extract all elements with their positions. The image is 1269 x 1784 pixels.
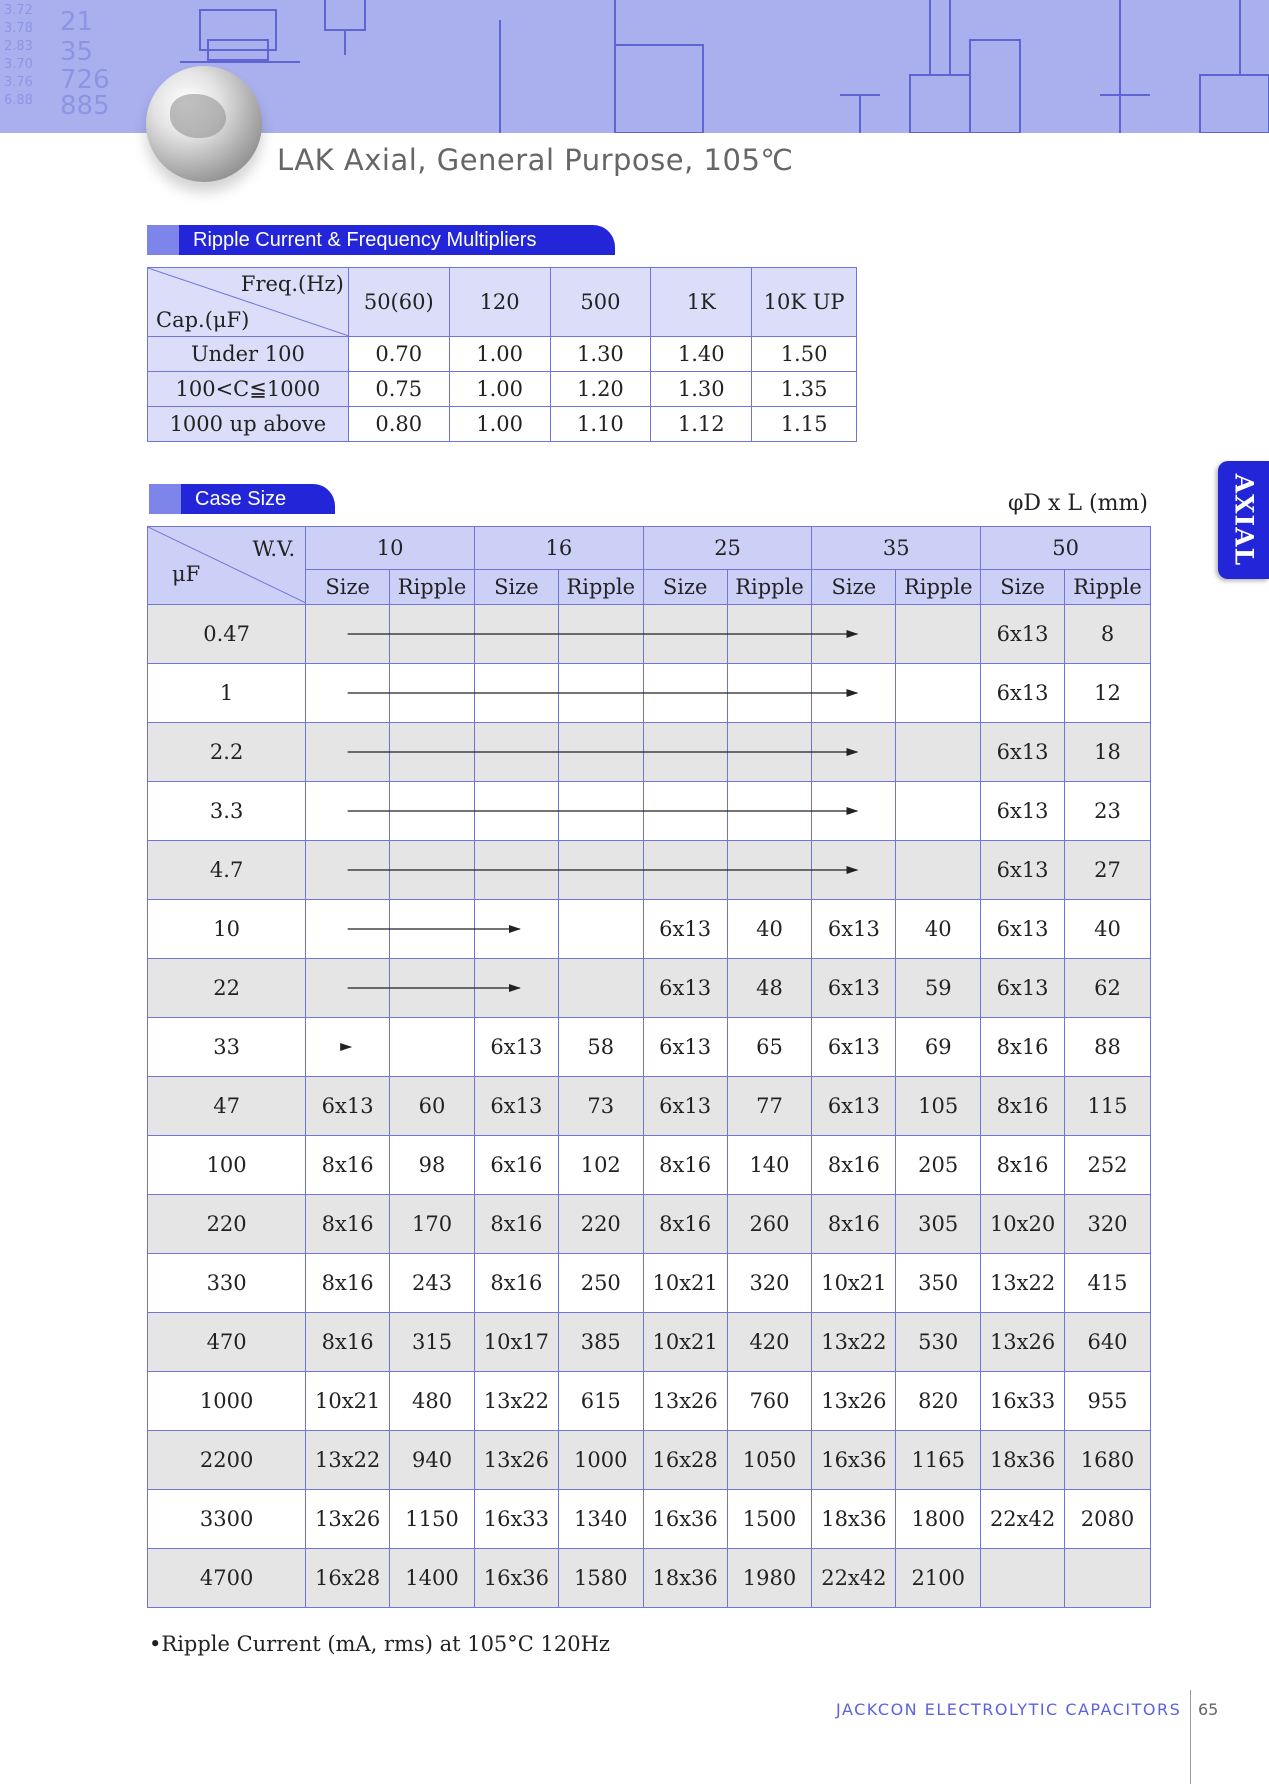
voltage-header: 25 [643,527,812,570]
ripple-cell: 315 [390,1313,475,1372]
size-cell [812,841,896,900]
cap-header: Cap.(μF) [156,308,250,332]
voltage-header: 10 [306,527,475,570]
voltage-header: 35 [812,527,981,570]
size-cell: 16x36 [812,1431,896,1490]
ripple-cell: 58 [558,1018,643,1077]
size-cell: 6x13 [474,1077,558,1136]
svg-text:6.88: 6.88 [4,93,33,108]
ripple-cell: 73 [558,1077,643,1136]
size-cell: 13x22 [981,1254,1065,1313]
cap-range-label: Under 100 [148,337,349,372]
size-cell: 6x13 [812,1018,896,1077]
size-cell: 6x13 [981,723,1065,782]
ripple-cell [558,782,643,841]
ripple-cell: 12 [1065,664,1151,723]
footnote: •Ripple Current (mA, rms) at 105°C 120Hz [149,1632,610,1656]
ripple-cell: 1165 [896,1431,981,1490]
ripple-cell [390,1018,475,1077]
capacitance-cell: 1000 [148,1372,306,1431]
voltage-header: 16 [474,527,643,570]
size-cell [812,782,896,841]
table-row [148,1077,1151,1136]
table-row [148,841,1151,900]
table-row [148,900,1151,959]
svg-text:2.83: 2.83 [4,39,33,54]
uf-header: μF [172,562,201,586]
ripple-cell: 102 [558,1136,643,1195]
ripple-cell: 77 [727,1077,812,1136]
footer-brand: JACKCON ELECTROLYTIC CAPACITORS [836,1700,1182,1719]
page-title: LAK Axial, General Purpose, 105℃ [277,143,794,177]
table-row [148,1195,1151,1254]
size-cell: 8x16 [306,1313,390,1372]
capacitance-cell: 470 [148,1313,306,1372]
multiplier-cell: 1.30 [550,337,651,372]
ripple-subheader: Ripple [727,570,812,605]
ripple-cell: 170 [390,1195,475,1254]
table-row [148,664,1151,723]
ripple-cell: 65 [727,1018,812,1077]
size-cell [474,959,558,1018]
size-cell: 18x36 [812,1490,896,1549]
ripple-cell [390,664,475,723]
size-cell: 13x22 [812,1313,896,1372]
size-cell: 8x16 [643,1195,727,1254]
capacitance-cell: 1 [148,664,306,723]
size-cell [474,605,558,664]
table-row [148,959,1151,1018]
ripple-cell: 59 [896,959,981,1018]
multiplier-cell: 0.75 [348,372,449,407]
ripple-cell: 48 [727,959,812,1018]
ripple-cell [558,664,643,723]
size-subheader: Size [643,570,727,605]
size-cell: 6x13 [643,959,727,1018]
ripple-cell: 420 [727,1313,812,1372]
multiplier-cell: 1.15 [752,407,857,442]
size-cell: 6x13 [643,1077,727,1136]
size-cell: 10x20 [981,1195,1065,1254]
ripple-cell: 480 [390,1372,475,1431]
capacitance-cell: 3.3 [148,782,306,841]
ripple-cell: 88 [1065,1018,1151,1077]
size-cell [643,782,727,841]
ripple-cell: 205 [896,1136,981,1195]
ripple-cell [896,841,981,900]
size-cell [474,782,558,841]
multiplier-cell: 1.30 [651,372,752,407]
ripple-cell [558,605,643,664]
size-cell: 10x21 [643,1254,727,1313]
case-size-section-title: Case Size [181,484,335,514]
table-row [148,782,1151,841]
capacitance-cell: 2200 [148,1431,306,1490]
ripple-cell [390,900,475,959]
ripple-cell: 615 [558,1372,643,1431]
ripple-cell: 1400 [390,1549,475,1608]
size-cell: 8x16 [643,1136,727,1195]
size-cell: 8x16 [306,1254,390,1313]
size-cell [474,723,558,782]
size-cell: 6x13 [981,664,1065,723]
size-cell [812,664,896,723]
freq-col-header: 50(60) [348,268,449,337]
size-cell: 16x33 [474,1490,558,1549]
capacitance-cell: 4700 [148,1549,306,1608]
size-cell: 6x13 [981,605,1065,664]
ripple-cell: 18 [1065,723,1151,782]
ripple-cell [896,664,981,723]
capacitance-cell: 220 [148,1195,306,1254]
size-cell: 8x16 [981,1077,1065,1136]
cap-range-label: 1000 up above [148,407,349,442]
cap-range-label: 100<C≦1000 [148,372,349,407]
ripple-cell: 320 [727,1254,812,1313]
ripple-cell: 23 [1065,782,1151,841]
size-cell [643,664,727,723]
ripple-cell [727,782,812,841]
freq-header: Freq.(Hz) [240,272,344,296]
ripple-cell: 220 [558,1195,643,1254]
multiplier-cell: 1.00 [449,372,550,407]
size-cell: 6x13 [981,841,1065,900]
ripple-cell [727,841,812,900]
capacitance-cell: 2.2 [148,723,306,782]
table-row [148,1313,1151,1372]
size-cell: 8x16 [306,1136,390,1195]
table-row [148,723,1151,782]
size-subheader: Size [812,570,896,605]
size-cell: 16x28 [306,1549,390,1608]
capacitance-cell: 0.47 [148,605,306,664]
ripple-cell: 415 [1065,1254,1151,1313]
case-diagonal-header [148,527,306,605]
size-cell: 6x13 [981,959,1065,1018]
ripple-cell [896,723,981,782]
multiplier-cell: 1.50 [752,337,857,372]
size-cell: 6x13 [474,1018,558,1077]
multiplier-cell: 1.40 [651,337,752,372]
freq-col-header: 10K UP [752,268,857,337]
ripple-cell: 640 [1065,1313,1151,1372]
ripple-cell: 1580 [558,1549,643,1608]
freq-col-header: 1K [651,268,752,337]
ripple-cell: 1800 [896,1490,981,1549]
ripple-cell [558,959,643,1018]
size-cell: 18x36 [643,1549,727,1608]
ripple-cell [727,605,812,664]
size-cell: 6x13 [812,959,896,1018]
ripple-cell: 27 [1065,841,1151,900]
svg-text:3.76: 3.76 [4,75,33,90]
size-cell: 13x26 [643,1372,727,1431]
size-cell [474,900,558,959]
capacitance-cell: 4.7 [148,841,306,900]
ripple-cell [727,723,812,782]
ripple-cell: 2080 [1065,1490,1151,1549]
table-row [148,1490,1151,1549]
ripple-cell: 1680 [1065,1431,1151,1490]
table-row [148,337,857,372]
ripple-section-label [147,225,615,255]
table-row [148,605,1151,664]
size-cell [306,723,390,782]
wv-header: W.V. [252,537,296,561]
size-cell: 13x22 [474,1372,558,1431]
ripple-cell: 69 [896,1018,981,1077]
size-subheader: Size [474,570,558,605]
size-cell: 6x13 [981,782,1065,841]
size-cell: 8x16 [812,1195,896,1254]
size-cell: 6x13 [812,1077,896,1136]
multiplier-cell: 1.10 [550,407,651,442]
svg-text:3.72: 3.72 [4,3,33,18]
size-cell: 16x33 [981,1372,1065,1431]
size-cell: 16x28 [643,1431,727,1490]
capacitance-cell: 47 [148,1077,306,1136]
multiplier-cell: 1.20 [550,372,651,407]
side-tab-label: AXIAL [1229,473,1258,567]
ripple-subheader: Ripple [1065,570,1151,605]
capacitance-cell: 22 [148,959,306,1018]
table-row [148,1254,1151,1313]
ripple-cell: 350 [896,1254,981,1313]
ripple-cell: 250 [558,1254,643,1313]
ripple-section-title: Ripple Current & Frequency Multipliers [179,225,615,255]
size-cell: 18x36 [981,1431,1065,1490]
size-cell [306,1018,390,1077]
ripple-cell: 1980 [727,1549,812,1608]
table-row [148,1136,1151,1195]
size-cell: 8x16 [981,1018,1065,1077]
size-cell [306,841,390,900]
size-cell: 8x16 [306,1195,390,1254]
ripple-cell: 820 [896,1372,981,1431]
globe-icon [146,66,262,182]
size-cell: 10x21 [812,1254,896,1313]
ripple-cell: 105 [896,1077,981,1136]
size-cell [981,1549,1065,1608]
size-cell: 22x42 [981,1490,1065,1549]
ripple-cell: 530 [896,1313,981,1372]
ripple-cell: 40 [896,900,981,959]
ripple-cell: 2100 [896,1549,981,1608]
size-cell: 6x13 [643,900,727,959]
ripple-cell [390,782,475,841]
size-cell [306,959,390,1018]
ripple-cell [896,605,981,664]
multiplier-cell: 1.12 [651,407,752,442]
size-cell: 8x16 [812,1136,896,1195]
capacitance-cell: 100 [148,1136,306,1195]
size-cell: 13x26 [981,1313,1065,1372]
footer-divider [1190,1690,1191,1784]
size-cell [812,723,896,782]
table-row [148,407,857,442]
ripple-cell [558,841,643,900]
ripple-cell: 760 [727,1372,812,1431]
size-cell: 22x42 [812,1549,896,1608]
case-size-section-label [149,484,335,514]
ripple-cell: 1050 [727,1431,812,1490]
capacitance-cell: 3300 [148,1490,306,1549]
ripple-cell: 60 [390,1077,475,1136]
svg-text:885: 885 [60,91,110,121]
size-cell: 6x13 [812,900,896,959]
table-row [148,372,857,407]
size-cell: 6x13 [306,1077,390,1136]
ripple-cell: 320 [1065,1195,1151,1254]
ripple-cell: 40 [727,900,812,959]
table-row [148,1372,1151,1431]
multiplier-cell: 0.70 [348,337,449,372]
size-cell: 8x16 [474,1195,558,1254]
size-cell [643,723,727,782]
ripple-cell: 940 [390,1431,475,1490]
ripple-multiplier-table [147,267,857,442]
ripple-cell: 385 [558,1313,643,1372]
capacitance-cell: 33 [148,1018,306,1077]
ripple-cell: 140 [727,1136,812,1195]
size-cell: 16x36 [474,1549,558,1608]
size-subheader: Size [981,570,1065,605]
table-row [148,1549,1151,1608]
multiplier-cell: 1.35 [752,372,857,407]
size-cell: 13x26 [812,1372,896,1431]
table-row [148,1018,1151,1077]
size-cell [306,900,390,959]
svg-text:3.78: 3.78 [4,21,33,36]
size-cell: 13x26 [474,1431,558,1490]
table-row [148,1431,1151,1490]
multiplier-cell: 1.00 [449,407,550,442]
ripple-cell: 8 [1065,605,1151,664]
ripple-cell [390,841,475,900]
size-cell: 13x22 [306,1431,390,1490]
size-cell [812,605,896,664]
size-cell [474,664,558,723]
ripple-cell: 243 [390,1254,475,1313]
ripple-cell: 955 [1065,1372,1151,1431]
ripple-cell [727,664,812,723]
size-cell: 8x16 [474,1254,558,1313]
multiplier-cell: 1.00 [449,337,550,372]
size-cell [643,841,727,900]
svg-text:21: 21 [60,7,94,37]
freq-col-header: 120 [449,268,550,337]
dimension-unit-note: φD x L (mm) [1008,491,1148,516]
size-cell: 10x21 [643,1313,727,1372]
size-subheader: Size [306,570,390,605]
size-cell: 13x26 [306,1490,390,1549]
size-cell [306,605,390,664]
size-cell [643,605,727,664]
ripple-cell [558,723,643,782]
page-number: 65 [1198,1700,1219,1719]
svg-text:726: 726 [60,65,110,95]
voltage-header: 50 [981,527,1151,570]
ripple-cell [1065,1549,1151,1608]
multiplier-cell: 0.80 [348,407,449,442]
ripple-cell: 40 [1065,900,1151,959]
size-cell [306,782,390,841]
svg-text:3.70: 3.70 [4,57,33,72]
ripple-cell: 1500 [727,1490,812,1549]
ripple-cell: 260 [727,1195,812,1254]
ripple-cell [896,782,981,841]
ripple-cell: 1000 [558,1431,643,1490]
ripple-cell: 98 [390,1136,475,1195]
svg-text:35: 35 [60,37,94,67]
ripple-subheader: Ripple [558,570,643,605]
ripple-cell [390,723,475,782]
size-cell: 6x16 [474,1136,558,1195]
size-cell: 10x17 [474,1313,558,1372]
ripple-cell: 115 [1065,1077,1151,1136]
size-cell [306,664,390,723]
ripple-cell [558,900,643,959]
ripple-subheader: Ripple [896,570,981,605]
size-cell: 10x21 [306,1372,390,1431]
freq-col-header: 500 [550,268,651,337]
ripple-subheader: Ripple [390,570,475,605]
ripple-diagonal-header [148,268,349,337]
size-cell: 8x16 [981,1136,1065,1195]
ripple-cell: 1340 [558,1490,643,1549]
capacitance-cell: 330 [148,1254,306,1313]
case-size-table [147,526,1151,1608]
size-cell: 6x13 [643,1018,727,1077]
size-cell [474,841,558,900]
ripple-cell [390,959,475,1018]
ripple-cell: 252 [1065,1136,1151,1195]
ripple-cell: 1150 [390,1490,475,1549]
ripple-cell: 62 [1065,959,1151,1018]
capacitance-cell: 10 [148,900,306,959]
size-cell: 16x36 [643,1490,727,1549]
side-tab-axial[interactable] [1218,461,1269,579]
size-cell: 6x13 [981,900,1065,959]
ripple-cell: 305 [896,1195,981,1254]
ripple-cell [390,605,475,664]
